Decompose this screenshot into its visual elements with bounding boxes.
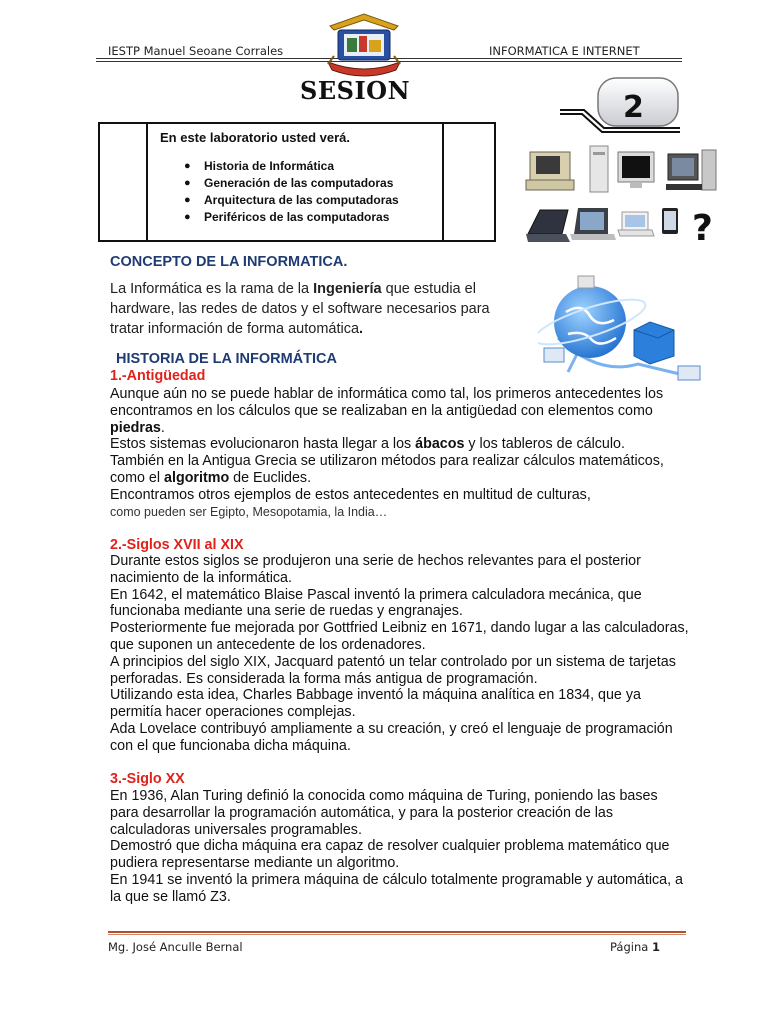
section-siglos-title: 2.-Siglos XVII al XIX xyxy=(110,537,244,553)
header-course: INFORMATICA E INTERNET xyxy=(489,44,640,58)
section-sigloxx-title: 3.-Siglo XX xyxy=(110,771,185,787)
paragraph: Demostró que dicha máquina era capaz de resolver cualquier problema matemático que pudiera representarse mediante un algoritmo. xyxy=(110,838,670,872)
session-title: SESION xyxy=(300,76,411,105)
lab-box-divider-left xyxy=(146,122,148,242)
svg-text:?: ? xyxy=(692,208,713,248)
concept-heading: CONCEPTO DE LA INFORMATICA. xyxy=(110,254,348,270)
paragraph: Estos sistemas evolucionaron hasta llegar a los ábacos y los tableros de cálculo. xyxy=(110,436,625,453)
lab-topic-item: ● Periféricos de las computadoras xyxy=(184,210,390,224)
paragraph: Ada Lovelace contribuyó ampliamente a su creación, y creó el lenguaje de programación con el que funcionaba dicha máquina. xyxy=(110,720,673,754)
paragraph: En 1642, el matemático Blaise Pascal inventó la primera calculadora mecánica, que funcionaba mediante una serie de ruedas y engranajes. xyxy=(110,586,642,620)
network-globe-icon xyxy=(538,272,708,384)
section-antiguedad-body xyxy=(110,386,690,520)
section-siglos-body xyxy=(110,553,690,755)
concept-paragraph: La Informática es la rama de la Ingeniería que estudia el hardware, las redes de datos y el software necesarios para tratar información de forma automática. xyxy=(110,281,490,337)
bullet-icon: ● xyxy=(184,211,191,223)
session-number: 2 xyxy=(623,90,644,125)
lab-topic-list xyxy=(184,158,399,226)
lab-topic-item: ● Generación de las computadoras xyxy=(184,176,394,190)
footer-author: Mg. José Anculle Bernal xyxy=(108,940,243,954)
lab-title: En este laboratorio usted verá. xyxy=(160,130,351,145)
paragraph: En 1936, Alan Turing definió la conocida como máquina de Turing, poniendo las bases para desarrollar la programación automática, y para la posterior creación de las calculadoras universales programables. xyxy=(110,788,658,838)
lab-topic-item: ● Historia de Informática xyxy=(184,159,335,173)
lab-box-divider-right xyxy=(442,122,444,242)
historia-heading: HISTORIA DE LA INFORMÁTICA xyxy=(116,351,337,367)
paragraph: A principios del siglo XIX, Jacquard patentó un telar controlado por un sistema de tarjetas perforadas. Es considerada la forma más antigua de programación. xyxy=(110,653,676,687)
bullet-icon: ● xyxy=(184,194,191,206)
section-sigloxx-body xyxy=(110,788,690,906)
lab-topic-item: ● Arquitectura de las computadoras xyxy=(184,193,399,207)
bullet-icon: ● xyxy=(184,160,191,172)
paragraph: En 1941 se inventó la primera máquina de cálculo totalmente programable y automática, a la que se llamó Z3. xyxy=(110,871,683,905)
computers-illustration-icon xyxy=(522,142,722,248)
footer-rule xyxy=(108,931,686,933)
page-number: 1 xyxy=(651,940,660,954)
paragraph: Utilizando esta idea, Charles Babbage inventó la máquina analítica en 1834, que ya permitía hacer operaciones complejas. xyxy=(110,687,641,721)
footer-page: Página 1 xyxy=(610,940,660,954)
institution-logo-icon xyxy=(324,12,404,78)
paragraph: Durante estos siglos se produjeron una serie de hechos relevantes para el posterior nacimiento de la informática. xyxy=(110,553,641,586)
bullet-icon: ● xyxy=(184,177,191,189)
footer-rule-2 xyxy=(108,934,686,935)
paragraph: como pueden ser Egipto, Mesopotamia, la India… xyxy=(110,504,388,519)
paragraph: Encontramos otros ejemplos de estos antecedentes en multitud de culturas, xyxy=(110,486,591,503)
section-antiguedad-title: 1.-Antigüedad xyxy=(110,368,206,384)
session-badge-shape xyxy=(560,76,682,146)
header-institution: IESTP Manuel Seoane Corrales xyxy=(108,44,284,58)
paragraph: Aunque aún no se puede hablar de informática como tal, los primeros antecedentes los encontramos en los cálculos que se realizaban en la antigüedad con elementos como piedras. xyxy=(110,386,664,436)
paragraph: Posteriormente fue mejorada por Gottfried Leibniz en 1671, dando lugar a las calculadoras, que suponen un antecedente de los ordenadores. xyxy=(110,620,689,653)
paragraph: También en la Antigua Grecia se utilizaron métodos para realizar cálculos matemáticos, como el algoritmo de Euclides. xyxy=(110,453,664,486)
